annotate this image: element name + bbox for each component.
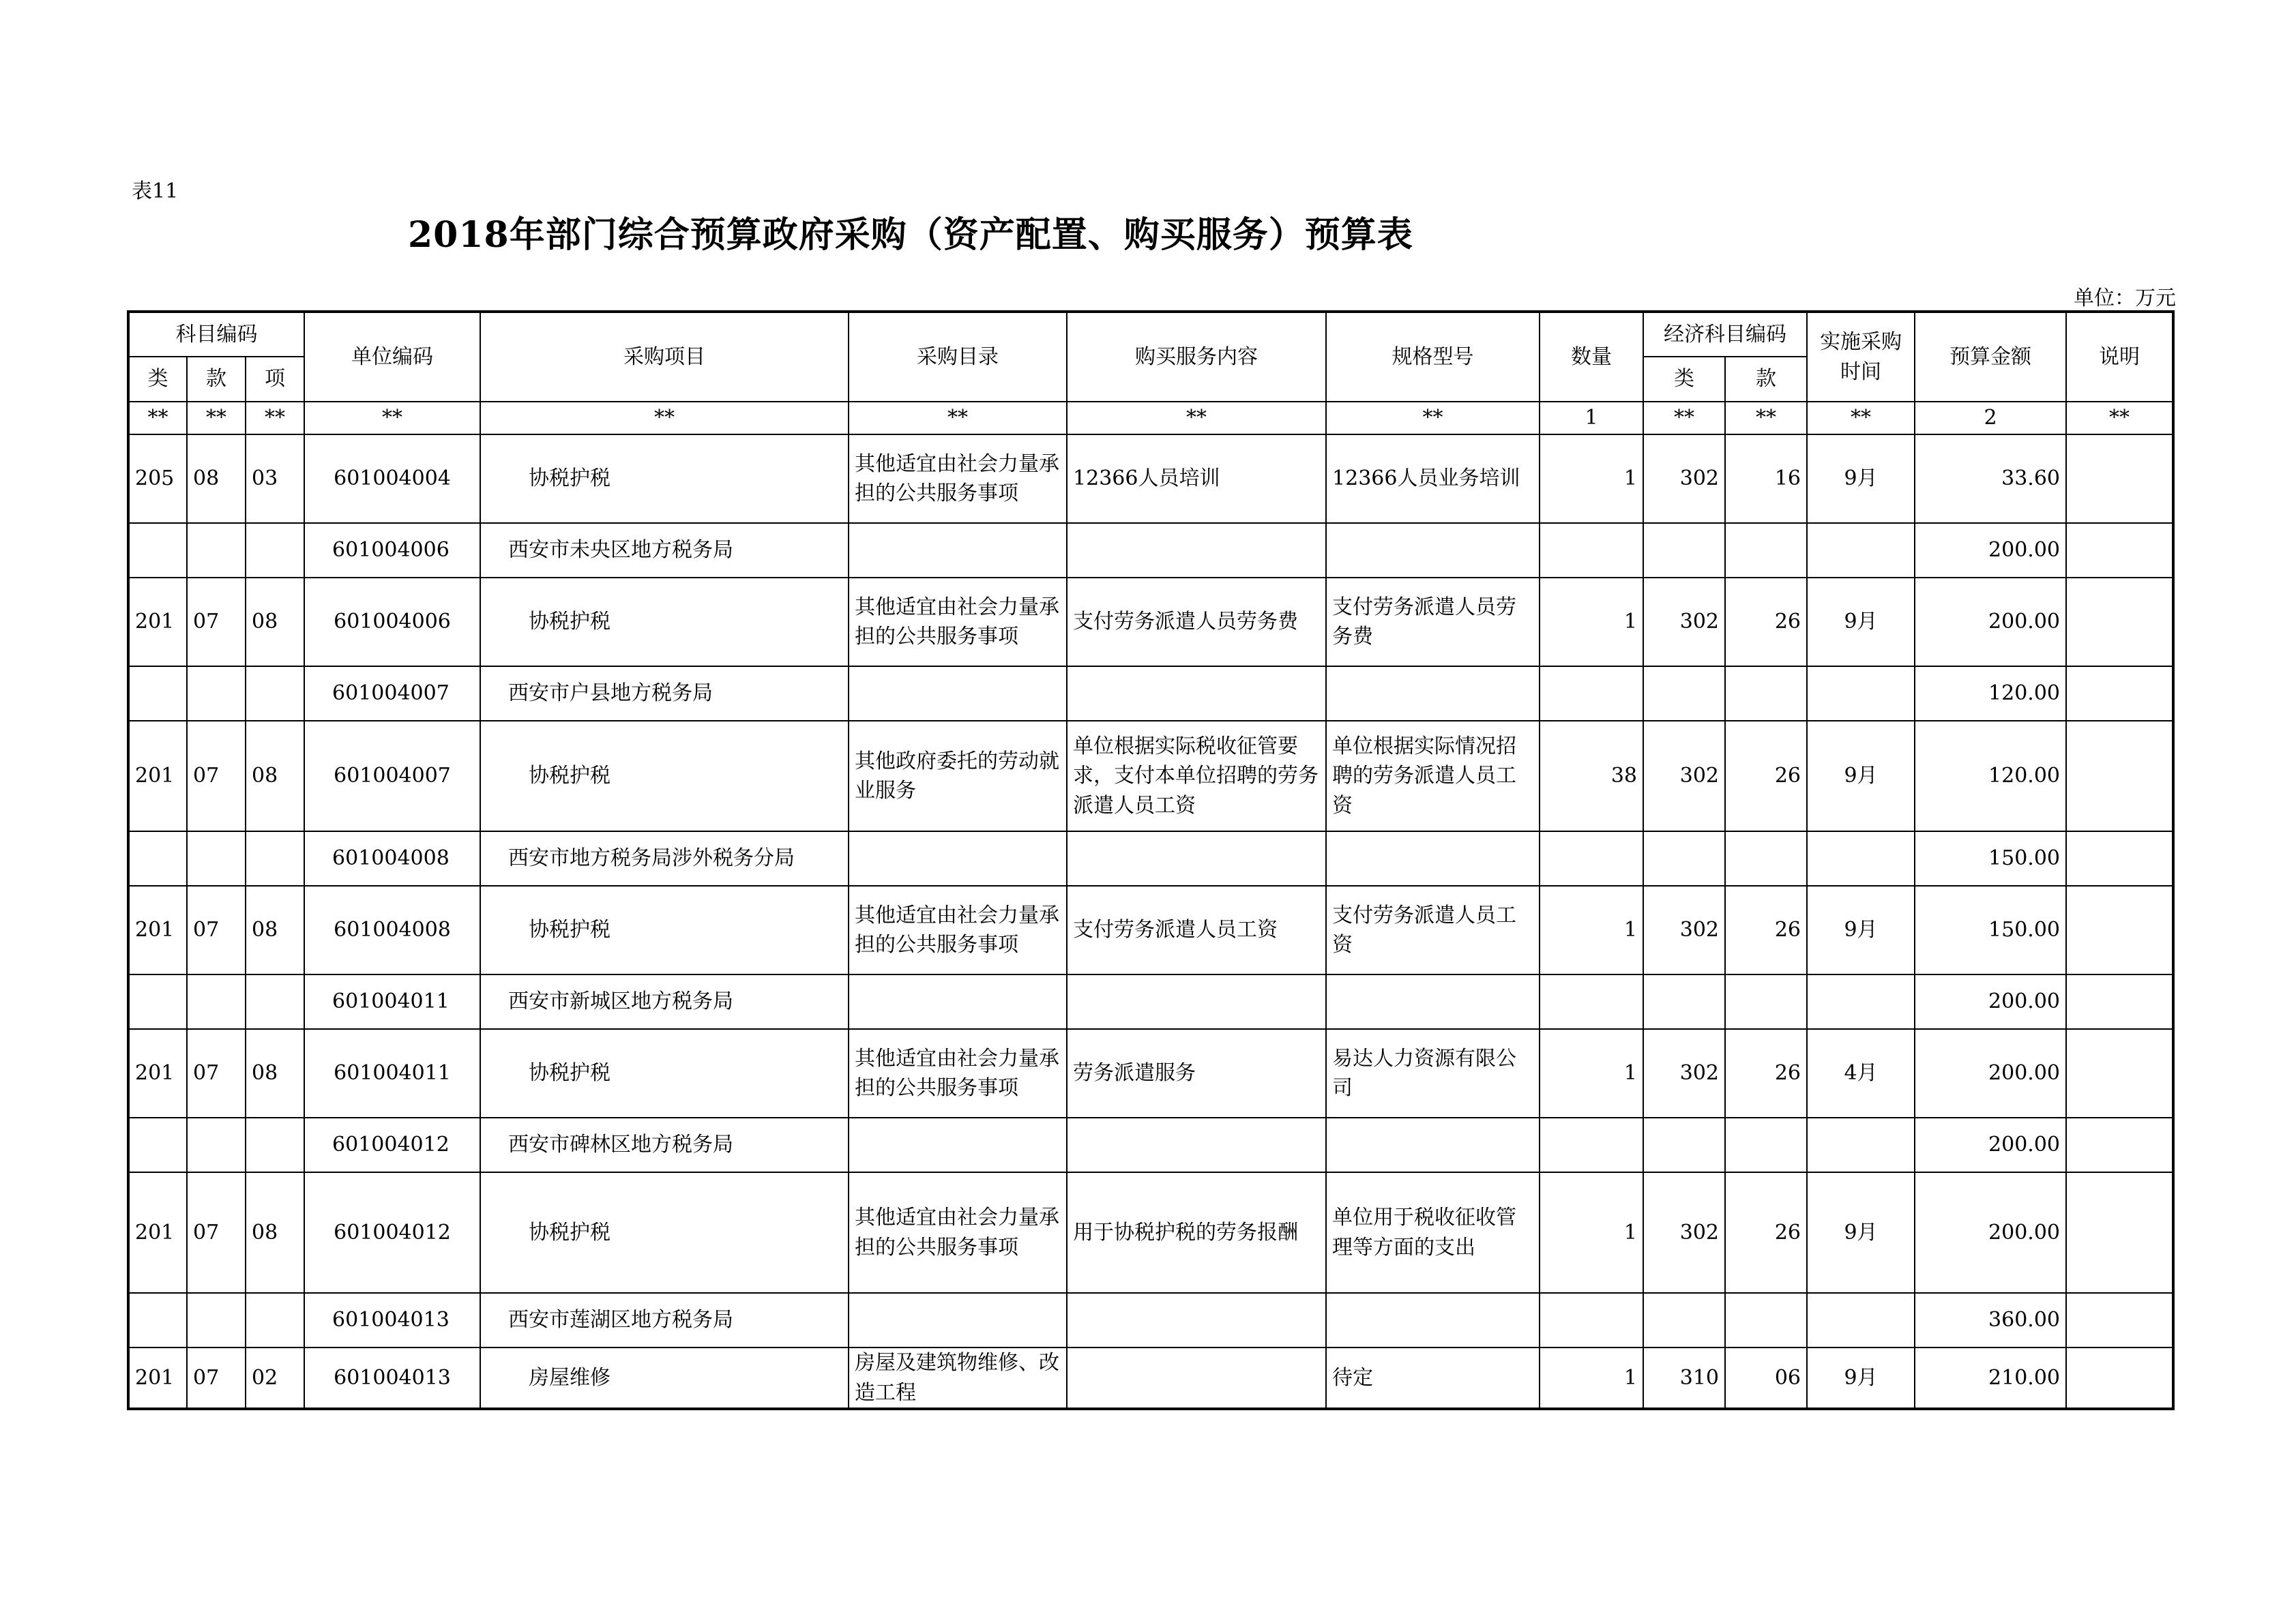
cell-unit-code: 601004013 bbox=[304, 1347, 480, 1409]
header-unit-code: 单位编码 bbox=[304, 312, 480, 402]
cell-service: 12366人员培训 bbox=[1067, 434, 1326, 523]
cell-unit-code: 601004007 bbox=[304, 721, 480, 831]
marker-cell: ** bbox=[1067, 402, 1326, 434]
cell-amount: 210.00 bbox=[1915, 1347, 2066, 1409]
cell-qty: 1 bbox=[1540, 886, 1643, 974]
cell-spec: 单位根据实际情况招聘的劳务派遣人员工资 bbox=[1326, 721, 1540, 831]
cell-spec: 易达人力资源有限公司 bbox=[1326, 1029, 1540, 1118]
cell-time bbox=[1807, 1118, 1915, 1172]
marker-cell: 1 bbox=[1540, 402, 1643, 434]
header-econ-code: 经济科目编码 bbox=[1643, 312, 1807, 357]
marker-cell: ** bbox=[2066, 402, 2173, 434]
table-row bbox=[128, 1347, 2173, 1409]
cell-lei: 201 bbox=[128, 578, 187, 666]
cell-catalog: 其他适宜由社会力量承担的公共服务事项 bbox=[849, 1029, 1067, 1118]
cell-amount: 200.00 bbox=[1915, 1029, 2066, 1118]
cell-service bbox=[1067, 1347, 1326, 1409]
cell-qty: 1 bbox=[1540, 1029, 1643, 1118]
cell-note bbox=[2066, 1118, 2173, 1172]
cell-unit-code: 601004008 bbox=[304, 886, 480, 974]
cell-catalog: 其他适宜由社会力量承担的公共服务事项 bbox=[849, 886, 1067, 974]
table-row bbox=[128, 1029, 2173, 1118]
cell-econ-lei bbox=[1643, 666, 1725, 721]
marker-cell: ** bbox=[1725, 402, 1807, 434]
cell-note bbox=[2066, 1172, 2173, 1293]
cell-lei: 201 bbox=[128, 1172, 187, 1293]
cell-kuan: 07 bbox=[187, 886, 246, 974]
cell-econ-kuan bbox=[1725, 831, 1807, 886]
cell-service: 用于协税护税的劳务报酬 bbox=[1067, 1172, 1326, 1293]
header-kuan: 款 bbox=[187, 357, 246, 402]
cell-time: 9月 bbox=[1807, 1347, 1915, 1409]
cell-qty bbox=[1540, 666, 1643, 721]
cell-unit-code: 601004008 bbox=[304, 831, 480, 886]
cell-xiang: 03 bbox=[246, 434, 304, 523]
cell-kuan: 07 bbox=[187, 1347, 246, 1409]
cell-service: 支付劳务派遣人员劳务费 bbox=[1067, 578, 1326, 666]
cell-project: 西安市莲湖区地方税务局 bbox=[480, 1293, 849, 1347]
cell-econ-kuan bbox=[1725, 974, 1807, 1029]
cell-spec: 支付劳务派遣人员劳务费 bbox=[1326, 578, 1540, 666]
unit-summary-row bbox=[128, 1293, 2173, 1347]
cell-project: 协税护税 bbox=[480, 434, 849, 523]
cell-note bbox=[2066, 1029, 2173, 1118]
cell-amount: 360.00 bbox=[1915, 1293, 2066, 1347]
cell-lei: 201 bbox=[128, 1347, 187, 1409]
cell-econ-lei bbox=[1643, 974, 1725, 1029]
unit-label: 单位：万元 bbox=[2074, 286, 2176, 310]
cell-lei bbox=[128, 831, 187, 886]
unit-summary-row bbox=[128, 666, 2173, 721]
unit-summary-row bbox=[128, 523, 2173, 578]
unit-summary-row bbox=[128, 974, 2173, 1029]
cell-note bbox=[2066, 721, 2173, 831]
cell-catalog bbox=[849, 523, 1067, 578]
cell-econ-lei: 302 bbox=[1643, 578, 1725, 666]
cell-catalog: 其他适宜由社会力量承担的公共服务事项 bbox=[849, 578, 1067, 666]
cell-catalog: 房屋及建筑物维修、改造工程 bbox=[849, 1347, 1067, 1409]
cell-project: 协税护税 bbox=[480, 1172, 849, 1293]
cell-time bbox=[1807, 523, 1915, 578]
cell-econ-kuan: 26 bbox=[1725, 886, 1807, 974]
unit-summary-row bbox=[128, 1118, 2173, 1172]
cell-qty: 38 bbox=[1540, 721, 1643, 831]
header-econ-kuan: 款 bbox=[1725, 357, 1807, 402]
cell-econ-kuan bbox=[1725, 1118, 1807, 1172]
marker-cell: 2 bbox=[1915, 402, 2066, 434]
cell-econ-lei bbox=[1643, 831, 1725, 886]
header-subject-code: 科目编码 bbox=[128, 312, 304, 357]
cell-note bbox=[2066, 1347, 2173, 1409]
cell-amount: 200.00 bbox=[1915, 1172, 2066, 1293]
cell-spec: 待定 bbox=[1326, 1347, 1540, 1409]
header-xiang: 项 bbox=[246, 357, 304, 402]
cell-service bbox=[1067, 831, 1326, 886]
marker-cell: ** bbox=[480, 402, 849, 434]
cell-time bbox=[1807, 831, 1915, 886]
cell-xiang bbox=[246, 523, 304, 578]
cell-econ-lei: 302 bbox=[1643, 1029, 1725, 1118]
cell-lei bbox=[128, 974, 187, 1029]
cell-time: 9月 bbox=[1807, 434, 1915, 523]
marker-cell: ** bbox=[187, 402, 246, 434]
cell-unit-code: 601004012 bbox=[304, 1172, 480, 1293]
cell-unit-code: 601004004 bbox=[304, 434, 480, 523]
cell-econ-lei: 302 bbox=[1643, 1172, 1725, 1293]
cell-note bbox=[2066, 831, 2173, 886]
cell-spec: 单位用于税收征收管理等方面的支出 bbox=[1326, 1172, 1540, 1293]
cell-lei: 205 bbox=[128, 434, 187, 523]
cell-project: 西安市地方税务局涉外税务分局 bbox=[480, 831, 849, 886]
cell-time: 9月 bbox=[1807, 578, 1915, 666]
cell-qty: 1 bbox=[1540, 1172, 1643, 1293]
cell-xiang bbox=[246, 831, 304, 886]
header-project: 采购项目 bbox=[480, 312, 849, 402]
cell-econ-kuan: 06 bbox=[1725, 1347, 1807, 1409]
cell-qty bbox=[1540, 1118, 1643, 1172]
cell-service bbox=[1067, 523, 1326, 578]
marker-cell: ** bbox=[1807, 402, 1915, 434]
cell-xiang: 08 bbox=[246, 1029, 304, 1118]
page-title: 2018年部门综合预算政府采购（资产配置、购买服务）预算表 bbox=[408, 214, 1413, 256]
cell-unit-code: 601004013 bbox=[304, 1293, 480, 1347]
header-note: 说明 bbox=[2066, 312, 2173, 402]
cell-time bbox=[1807, 974, 1915, 1029]
cell-note bbox=[2066, 1293, 2173, 1347]
cell-econ-lei bbox=[1643, 1293, 1725, 1347]
cell-service bbox=[1067, 666, 1326, 721]
cell-unit-code: 601004011 bbox=[304, 974, 480, 1029]
cell-econ-kuan bbox=[1725, 1293, 1807, 1347]
cell-unit-code: 601004011 bbox=[304, 1029, 480, 1118]
cell-spec bbox=[1326, 1293, 1540, 1347]
cell-time: 9月 bbox=[1807, 721, 1915, 831]
cell-catalog bbox=[849, 974, 1067, 1029]
cell-project: 西安市碑林区地方税务局 bbox=[480, 1118, 849, 1172]
cell-spec bbox=[1326, 974, 1540, 1029]
cell-econ-kuan bbox=[1725, 666, 1807, 721]
cell-qty bbox=[1540, 974, 1643, 1029]
cell-kuan bbox=[187, 523, 246, 578]
cell-note bbox=[2066, 666, 2173, 721]
cell-econ-kuan: 26 bbox=[1725, 721, 1807, 831]
cell-catalog: 其他适宜由社会力量承担的公共服务事项 bbox=[849, 1172, 1067, 1293]
unit-summary-row bbox=[128, 831, 2173, 886]
table-number: 表11 bbox=[132, 179, 179, 203]
cell-catalog bbox=[849, 666, 1067, 721]
cell-amount: 200.00 bbox=[1915, 1118, 2066, 1172]
cell-amount: 200.00 bbox=[1915, 578, 2066, 666]
marker-cell: ** bbox=[246, 402, 304, 434]
cell-xiang bbox=[246, 1293, 304, 1347]
cell-unit-code: 601004006 bbox=[304, 523, 480, 578]
cell-amount: 150.00 bbox=[1915, 886, 2066, 974]
cell-project: 协税护税 bbox=[480, 721, 849, 831]
cell-service: 单位根据实际税收征管要求，支付本单位招聘的劳务派遣人员工资 bbox=[1067, 721, 1326, 831]
cell-spec: 12366人员业务培训 bbox=[1326, 434, 1540, 523]
cell-kuan bbox=[187, 1118, 246, 1172]
cell-econ-lei bbox=[1643, 1118, 1725, 1172]
marker-cell: ** bbox=[1326, 402, 1540, 434]
cell-amount: 120.00 bbox=[1915, 666, 2066, 721]
cell-amount: 120.00 bbox=[1915, 721, 2066, 831]
cell-kuan bbox=[187, 1293, 246, 1347]
cell-project: 协税护税 bbox=[480, 1029, 849, 1118]
marker-cell: ** bbox=[128, 402, 187, 434]
cell-unit-code: 601004007 bbox=[304, 666, 480, 721]
header-service: 购买服务内容 bbox=[1067, 312, 1326, 402]
header-econ-lei: 类 bbox=[1643, 357, 1725, 402]
cell-econ-kuan: 16 bbox=[1725, 434, 1807, 523]
cell-spec bbox=[1326, 831, 1540, 886]
cell-time bbox=[1807, 666, 1915, 721]
table-row bbox=[128, 886, 2173, 974]
cell-project: 西安市新城区地方税务局 bbox=[480, 974, 849, 1029]
cell-kuan: 07 bbox=[187, 1172, 246, 1293]
cell-xiang: 08 bbox=[246, 721, 304, 831]
cell-econ-kuan bbox=[1725, 523, 1807, 578]
cell-project: 西安市户县地方税务局 bbox=[480, 666, 849, 721]
cell-kuan bbox=[187, 974, 246, 1029]
cell-lei bbox=[128, 1293, 187, 1347]
cell-econ-kuan: 26 bbox=[1725, 578, 1807, 666]
header-qty: 数量 bbox=[1540, 312, 1643, 402]
cell-project: 西安市未央区地方税务局 bbox=[480, 523, 849, 578]
cell-lei: 201 bbox=[128, 1029, 187, 1118]
header-lei: 类 bbox=[128, 357, 187, 402]
cell-unit-code: 601004012 bbox=[304, 1118, 480, 1172]
marker-cell: ** bbox=[1643, 402, 1725, 434]
table-row bbox=[128, 1172, 2173, 1293]
cell-project: 协税护税 bbox=[480, 886, 849, 974]
cell-amount: 200.00 bbox=[1915, 523, 2066, 578]
cell-qty bbox=[1540, 831, 1643, 886]
cell-time: 9月 bbox=[1807, 886, 1915, 974]
cell-project: 房屋维修 bbox=[480, 1347, 849, 1409]
cell-catalog: 其他政府委托的劳动就业服务 bbox=[849, 721, 1067, 831]
budget-table bbox=[127, 310, 2175, 1410]
marker-cell: ** bbox=[304, 402, 480, 434]
cell-service: 支付劳务派遣人员工资 bbox=[1067, 886, 1326, 974]
cell-econ-lei: 302 bbox=[1643, 434, 1725, 523]
cell-service bbox=[1067, 974, 1326, 1029]
header-amount: 预算金额 bbox=[1915, 312, 2066, 402]
cell-xiang: 02 bbox=[246, 1347, 304, 1409]
cell-spec bbox=[1326, 666, 1540, 721]
cell-econ-lei: 302 bbox=[1643, 721, 1725, 831]
cell-time bbox=[1807, 1293, 1915, 1347]
cell-note bbox=[2066, 886, 2173, 974]
table-row bbox=[128, 721, 2173, 831]
cell-econ-lei: 310 bbox=[1643, 1347, 1725, 1409]
header-row-1 bbox=[128, 312, 2173, 357]
cell-note bbox=[2066, 974, 2173, 1029]
cell-xiang: 08 bbox=[246, 1172, 304, 1293]
cell-spec bbox=[1326, 1118, 1540, 1172]
cell-service bbox=[1067, 1293, 1326, 1347]
header-spec: 规格型号 bbox=[1326, 312, 1540, 402]
cell-kuan: 07 bbox=[187, 1029, 246, 1118]
cell-lei bbox=[128, 523, 187, 578]
cell-unit-code: 601004006 bbox=[304, 578, 480, 666]
cell-qty: 1 bbox=[1540, 434, 1643, 523]
cell-econ-kuan: 26 bbox=[1725, 1029, 1807, 1118]
cell-kuan bbox=[187, 666, 246, 721]
cell-kuan: 08 bbox=[187, 434, 246, 523]
cell-amount: 200.00 bbox=[1915, 974, 2066, 1029]
cell-amount: 150.00 bbox=[1915, 831, 2066, 886]
cell-lei: 201 bbox=[128, 886, 187, 974]
cell-xiang: 08 bbox=[246, 578, 304, 666]
table-row bbox=[128, 578, 2173, 666]
cell-note bbox=[2066, 578, 2173, 666]
cell-xiang bbox=[246, 974, 304, 1029]
cell-xiang: 08 bbox=[246, 886, 304, 974]
cell-project: 协税护税 bbox=[480, 578, 849, 666]
cell-qty bbox=[1540, 523, 1643, 578]
cell-amount: 33.60 bbox=[1915, 434, 2066, 523]
cell-service: 劳务派遣服务 bbox=[1067, 1029, 1326, 1118]
cell-xiang bbox=[246, 1118, 304, 1172]
header-catalog: 采购目录 bbox=[849, 312, 1067, 402]
cell-kuan: 07 bbox=[187, 578, 246, 666]
table-row bbox=[128, 434, 2173, 523]
cell-catalog bbox=[849, 831, 1067, 886]
cell-lei bbox=[128, 1118, 187, 1172]
cell-time: 4月 bbox=[1807, 1029, 1915, 1118]
cell-spec: 支付劳务派遣人员工资 bbox=[1326, 886, 1540, 974]
cell-qty: 1 bbox=[1540, 578, 1643, 666]
cell-qty: 1 bbox=[1540, 1347, 1643, 1409]
cell-catalog bbox=[849, 1293, 1067, 1347]
cell-qty bbox=[1540, 1293, 1643, 1347]
cell-lei bbox=[128, 666, 187, 721]
cell-spec bbox=[1326, 523, 1540, 578]
cell-catalog: 其他适宜由社会力量承担的公共服务事项 bbox=[849, 434, 1067, 523]
cell-kuan: 07 bbox=[187, 721, 246, 831]
cell-time: 9月 bbox=[1807, 1172, 1915, 1293]
cell-econ-lei bbox=[1643, 523, 1725, 578]
cell-econ-kuan: 26 bbox=[1725, 1172, 1807, 1293]
cell-xiang bbox=[246, 666, 304, 721]
cell-catalog bbox=[849, 1118, 1067, 1172]
cell-note bbox=[2066, 523, 2173, 578]
marker-row bbox=[128, 402, 2173, 434]
cell-service bbox=[1067, 1118, 1326, 1172]
header-time: 实施采购时间 bbox=[1807, 312, 1915, 402]
cell-lei: 201 bbox=[128, 721, 187, 831]
marker-cell: ** bbox=[849, 402, 1067, 434]
cell-kuan bbox=[187, 831, 246, 886]
cell-econ-lei: 302 bbox=[1643, 886, 1725, 974]
cell-note bbox=[2066, 434, 2173, 523]
